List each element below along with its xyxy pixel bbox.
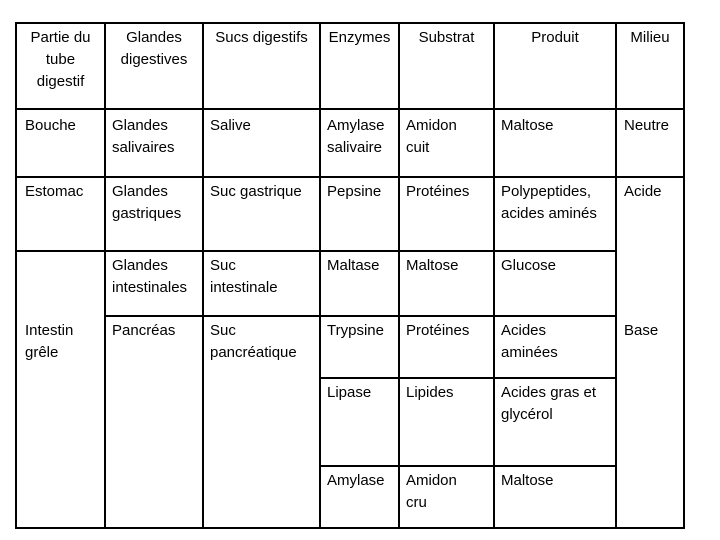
bouche-substrat: Amidon cuit (406, 117, 457, 156)
header-produit: Produit (531, 29, 579, 46)
lipase-produit: Acides gras et glycérol (501, 384, 597, 423)
lipase-enzyme: Lipase (327, 384, 372, 401)
header-glandes: Glandes digestives (120, 29, 188, 68)
lipase-substrat: Lipides (406, 384, 454, 401)
estomac-milieu: Acide (624, 183, 662, 200)
trypsine-substrat: Protéines (406, 322, 470, 339)
row-divider-estomac (15, 176, 685, 178)
intestinal-enzyme: Maltase (327, 257, 380, 274)
header-substrat: Substrat (418, 29, 475, 46)
bouche-milieu: Neutre (624, 117, 670, 134)
row-divider-amylase (319, 465, 615, 467)
amylase-enzyme: Amylase (327, 472, 385, 489)
header-milieu: Milieu (630, 29, 670, 46)
col-divider-6 (615, 22, 617, 529)
bouche-enzyme: Amylase salivaire (327, 117, 385, 156)
header-sucs: Sucs digestifs (215, 29, 308, 46)
col-divider-2 (202, 22, 204, 529)
estomac-suc: Suc gastrique (210, 183, 302, 200)
col-divider-5 (493, 22, 495, 529)
col-divider-1 (104, 22, 106, 529)
row-divider-lipase (319, 377, 615, 379)
intestin-partie: Intestin grêle (25, 322, 74, 361)
bouche-produit: Maltose (501, 117, 554, 134)
intestinal-suc: Suc intestinale (210, 257, 278, 296)
intestinal-substrat: Maltose (406, 257, 459, 274)
estomac-enzyme: Pepsine (327, 183, 382, 200)
amylase-substrat: Amidon cru (406, 472, 457, 511)
intestinal-produit: Glucose (501, 257, 557, 274)
table-border-top (15, 22, 685, 24)
col-divider-3 (319, 22, 321, 529)
intestinal-glandes: Glandes intestinales (112, 257, 188, 296)
trypsine-produit: Acides aminées (501, 322, 558, 361)
pancreas-glandes: Pancréas (112, 322, 176, 339)
row-divider-bouche (15, 108, 685, 110)
estomac-substrat: Protéines (406, 183, 470, 200)
header-enzymes: Enzymes (328, 29, 391, 46)
col-divider-4 (398, 22, 400, 529)
amylase-produit: Maltose (501, 472, 554, 489)
row-divider-pancreas (104, 315, 615, 317)
bouche-glandes: Glandes salivaires (112, 117, 175, 156)
estomac-partie: Estomac (25, 183, 84, 200)
pancreas-suc: Suc pancréatique (210, 322, 297, 361)
bouche-partie: Bouche (25, 117, 76, 134)
intestin-milieu: Base (624, 322, 659, 339)
estomac-glandes: Glandes gastriques (112, 183, 182, 222)
estomac-produit: Polypeptides, acides aminés (501, 183, 597, 222)
header-partie: Partie du tube digestif (30, 29, 91, 90)
table-border-right (683, 22, 685, 529)
trypsine-enzyme: Trypsine (327, 322, 384, 339)
table-border-bottom (15, 527, 685, 529)
bouche-suc: Salive (210, 117, 251, 134)
table-border-left (15, 22, 17, 529)
